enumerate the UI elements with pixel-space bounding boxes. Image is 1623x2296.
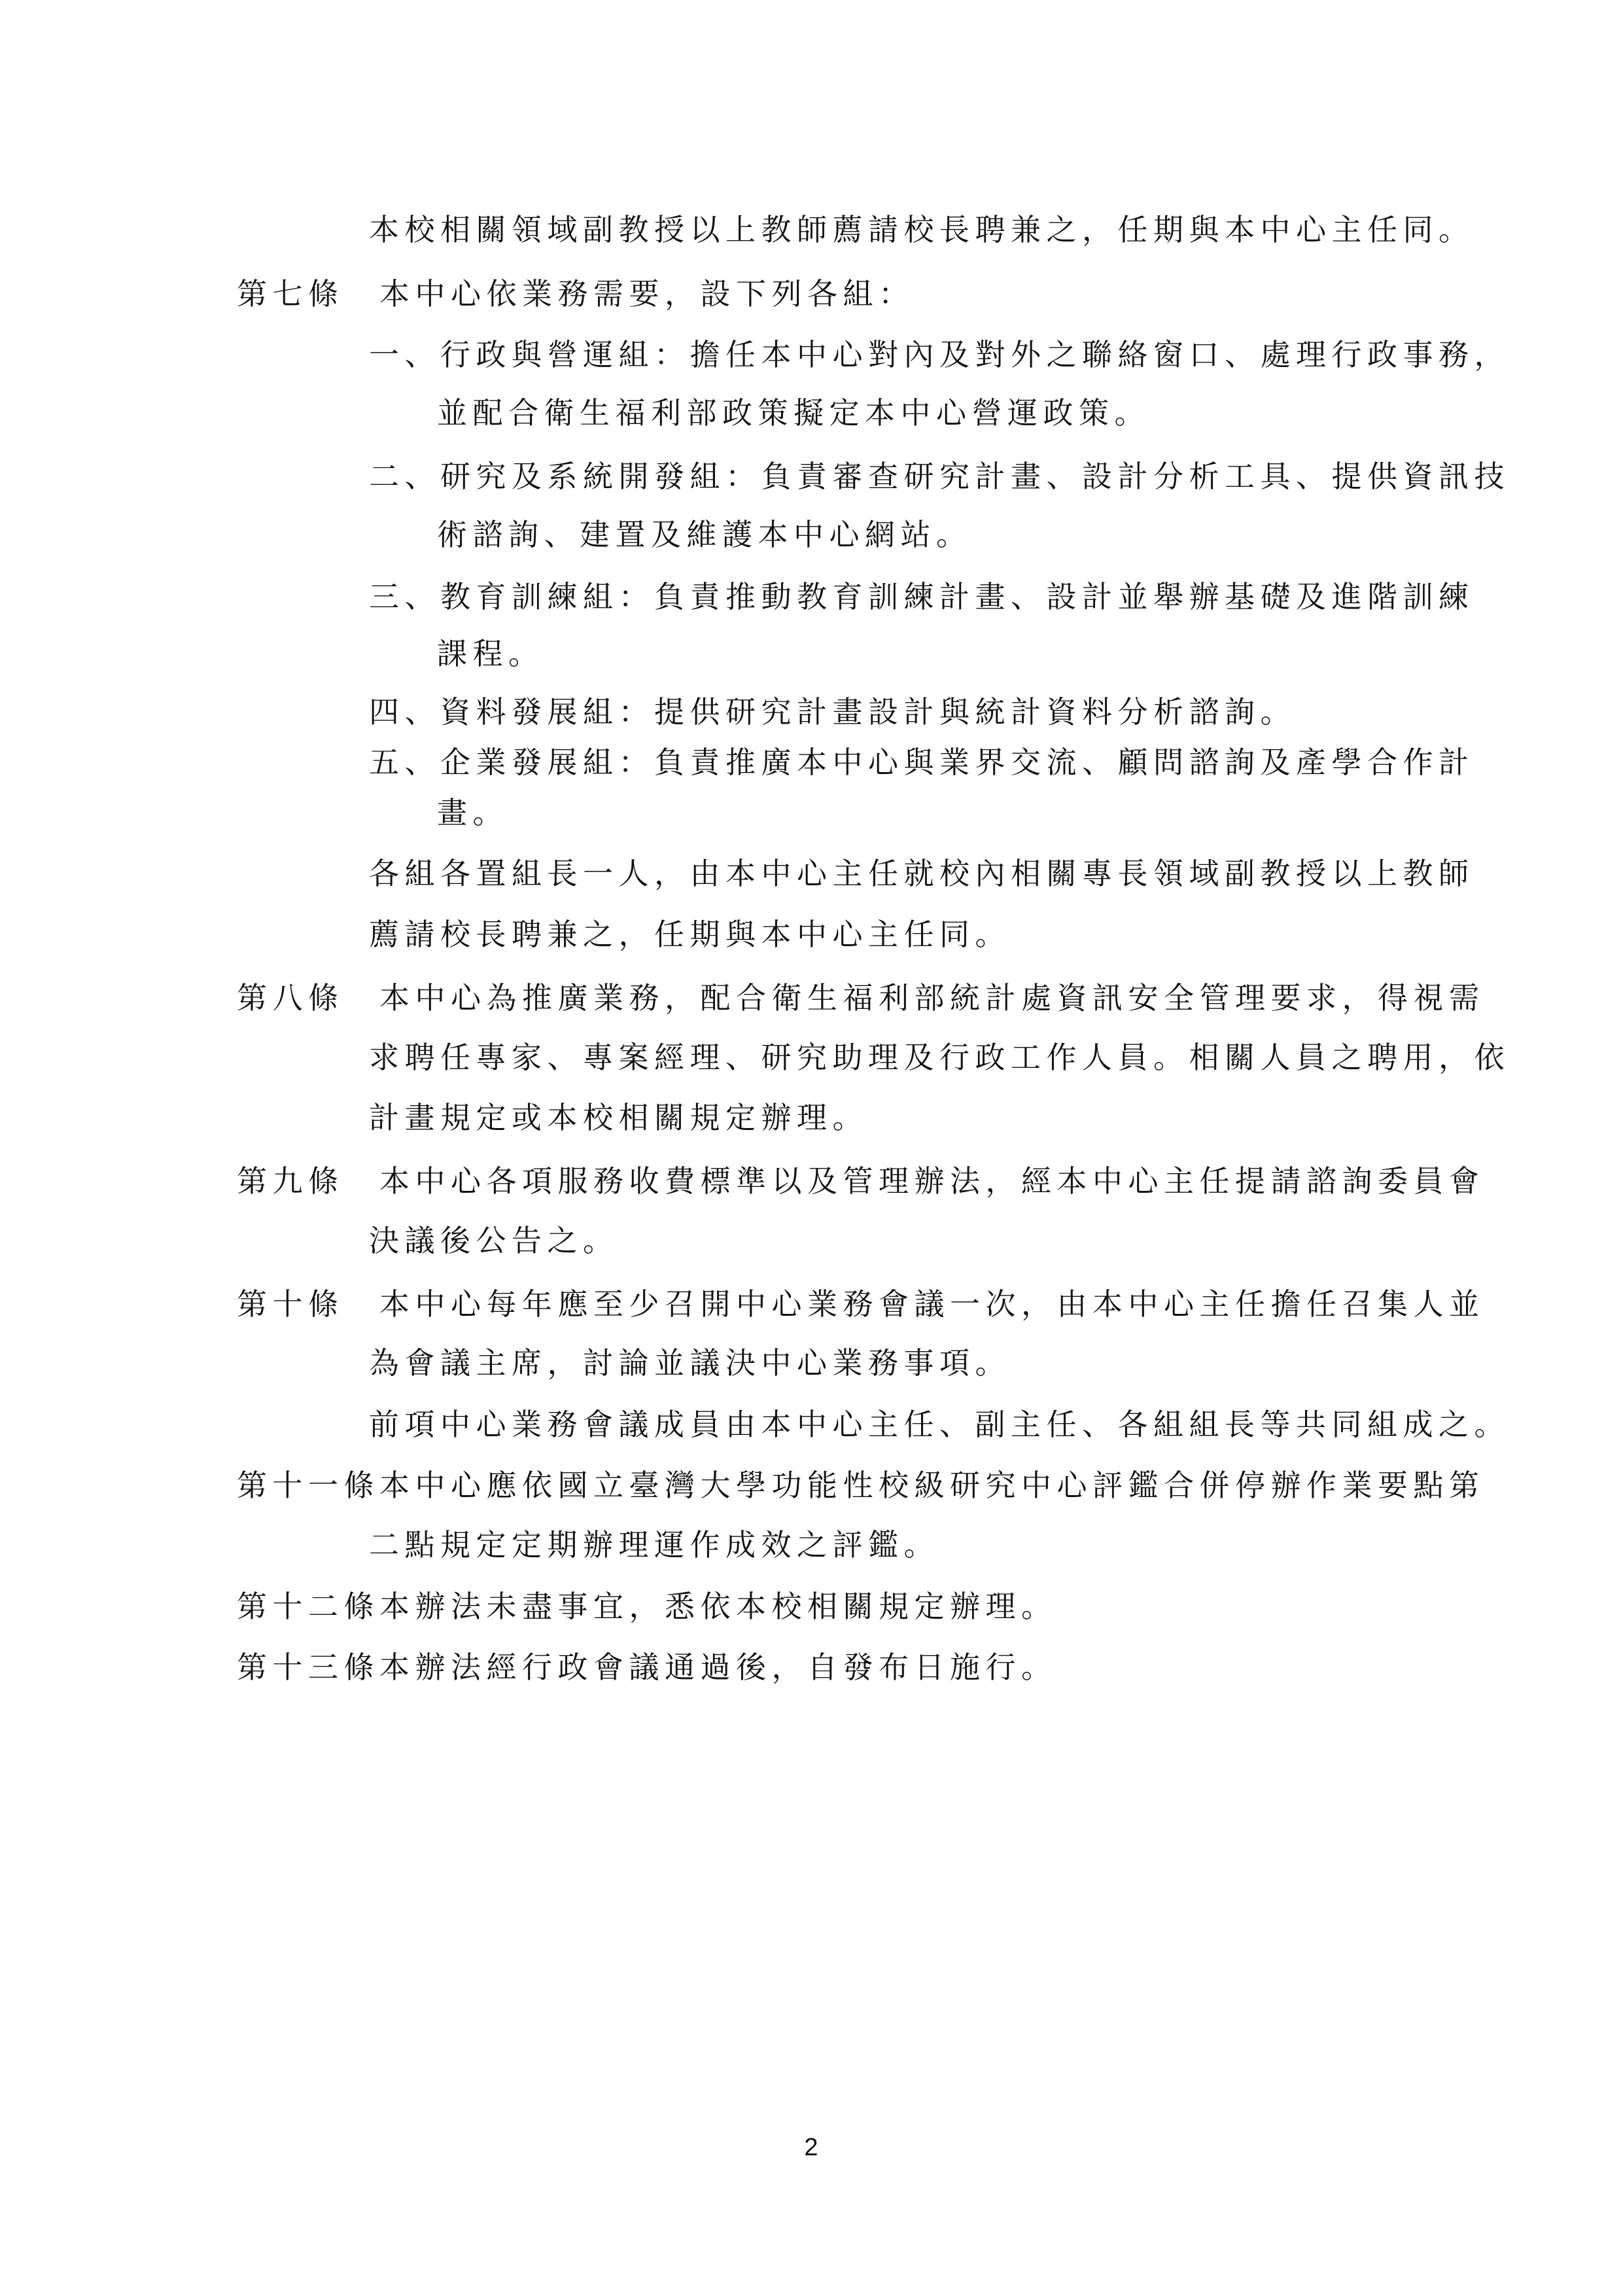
list-item-3-cont: 課程。 xyxy=(437,636,544,671)
list-item-5: 五、企業發展組：負責推廣本中心與業界交流、顧問諮詢及產學合作計 xyxy=(369,745,1475,780)
text-line: 計畫規定或本校相關規定辦理。 xyxy=(369,1100,868,1135)
text-line: 決議後公告之。 xyxy=(369,1223,619,1258)
article-12-heading: 第十二條本辦法未盡事宜，悉依本校相關規定辦理。 xyxy=(237,1589,1057,1624)
list-item-2: 二、研究及系統開發組：負責審查研究計畫、設計分析工具、提供資訊技 xyxy=(369,459,1510,494)
article-7-heading: 第七條 本中心依業務需要，設下列各組： xyxy=(237,276,915,311)
article-10-heading: 第十條 本中心每年應至少召開中心業務會議一次，由本中心主任擔任召集人並 xyxy=(237,1286,1485,1322)
list-item-1-cont: 並配合衛生福利部政策擬定本中心營運政策。 xyxy=(437,395,1150,431)
article-13-heading: 第十三條本辦法經行政會議通過後，自發布日施行。 xyxy=(237,1650,1057,1685)
text-line: 前項中心業務會議成員由本中心主任、副主任、各組組長等共同組成之。 xyxy=(369,1407,1510,1442)
text-line: 本校相關領域副教授以上教師薦請校長聘兼之，任期與本中心主任同。 xyxy=(369,212,1475,247)
page-number: 2 xyxy=(804,2134,818,2161)
text-line: 求聘任專家、專案經理、研究助理及行政工作人員。相關人員之聘用，依 xyxy=(369,1040,1510,1075)
article-9-heading: 第九條 本中心各項服務收費標準以及管理辦法，經本中心主任提請諮詢委員會 xyxy=(237,1163,1485,1199)
list-item-2-cont: 術諮詢、建置及維護本中心網站。 xyxy=(437,517,972,552)
list-item-1: 一、行政與營運組：擔任本中心對內及對外之聯絡窗口、處理行政事務， xyxy=(369,337,1510,372)
article-11-heading: 第十一條本中心應依國立臺灣大學功能性校級研究中心評鑑合併停辦作業要點第 xyxy=(237,1468,1485,1503)
list-item-5-cont: 畫。 xyxy=(437,795,508,830)
text-line: 為會議主席，討論並議決中心業務事項。 xyxy=(369,1345,1011,1381)
list-item-4: 四、資料發展組：提供研究計畫設計與統計資料分析諮詢。 xyxy=(369,694,1296,730)
text-line: 薦請校長聘兼之，任期與本中心主任同。 xyxy=(369,917,1011,952)
list-item-3: 三、教育訓練組：負責推動教育訓練計畫、設計並舉辦基礎及進階訓練 xyxy=(369,579,1475,614)
article-8-heading: 第八條 本中心為推廣業務，配合衛生福利部統計處資訊安全管理要求，得視需 xyxy=(237,980,1485,1016)
text-line: 各組各置組長一人，由本中心主任就校內相關專長領域副教授以上教師 xyxy=(369,856,1475,891)
text-line: 二點規定定期辦理運作成效之評鑑。 xyxy=(369,1527,939,1563)
